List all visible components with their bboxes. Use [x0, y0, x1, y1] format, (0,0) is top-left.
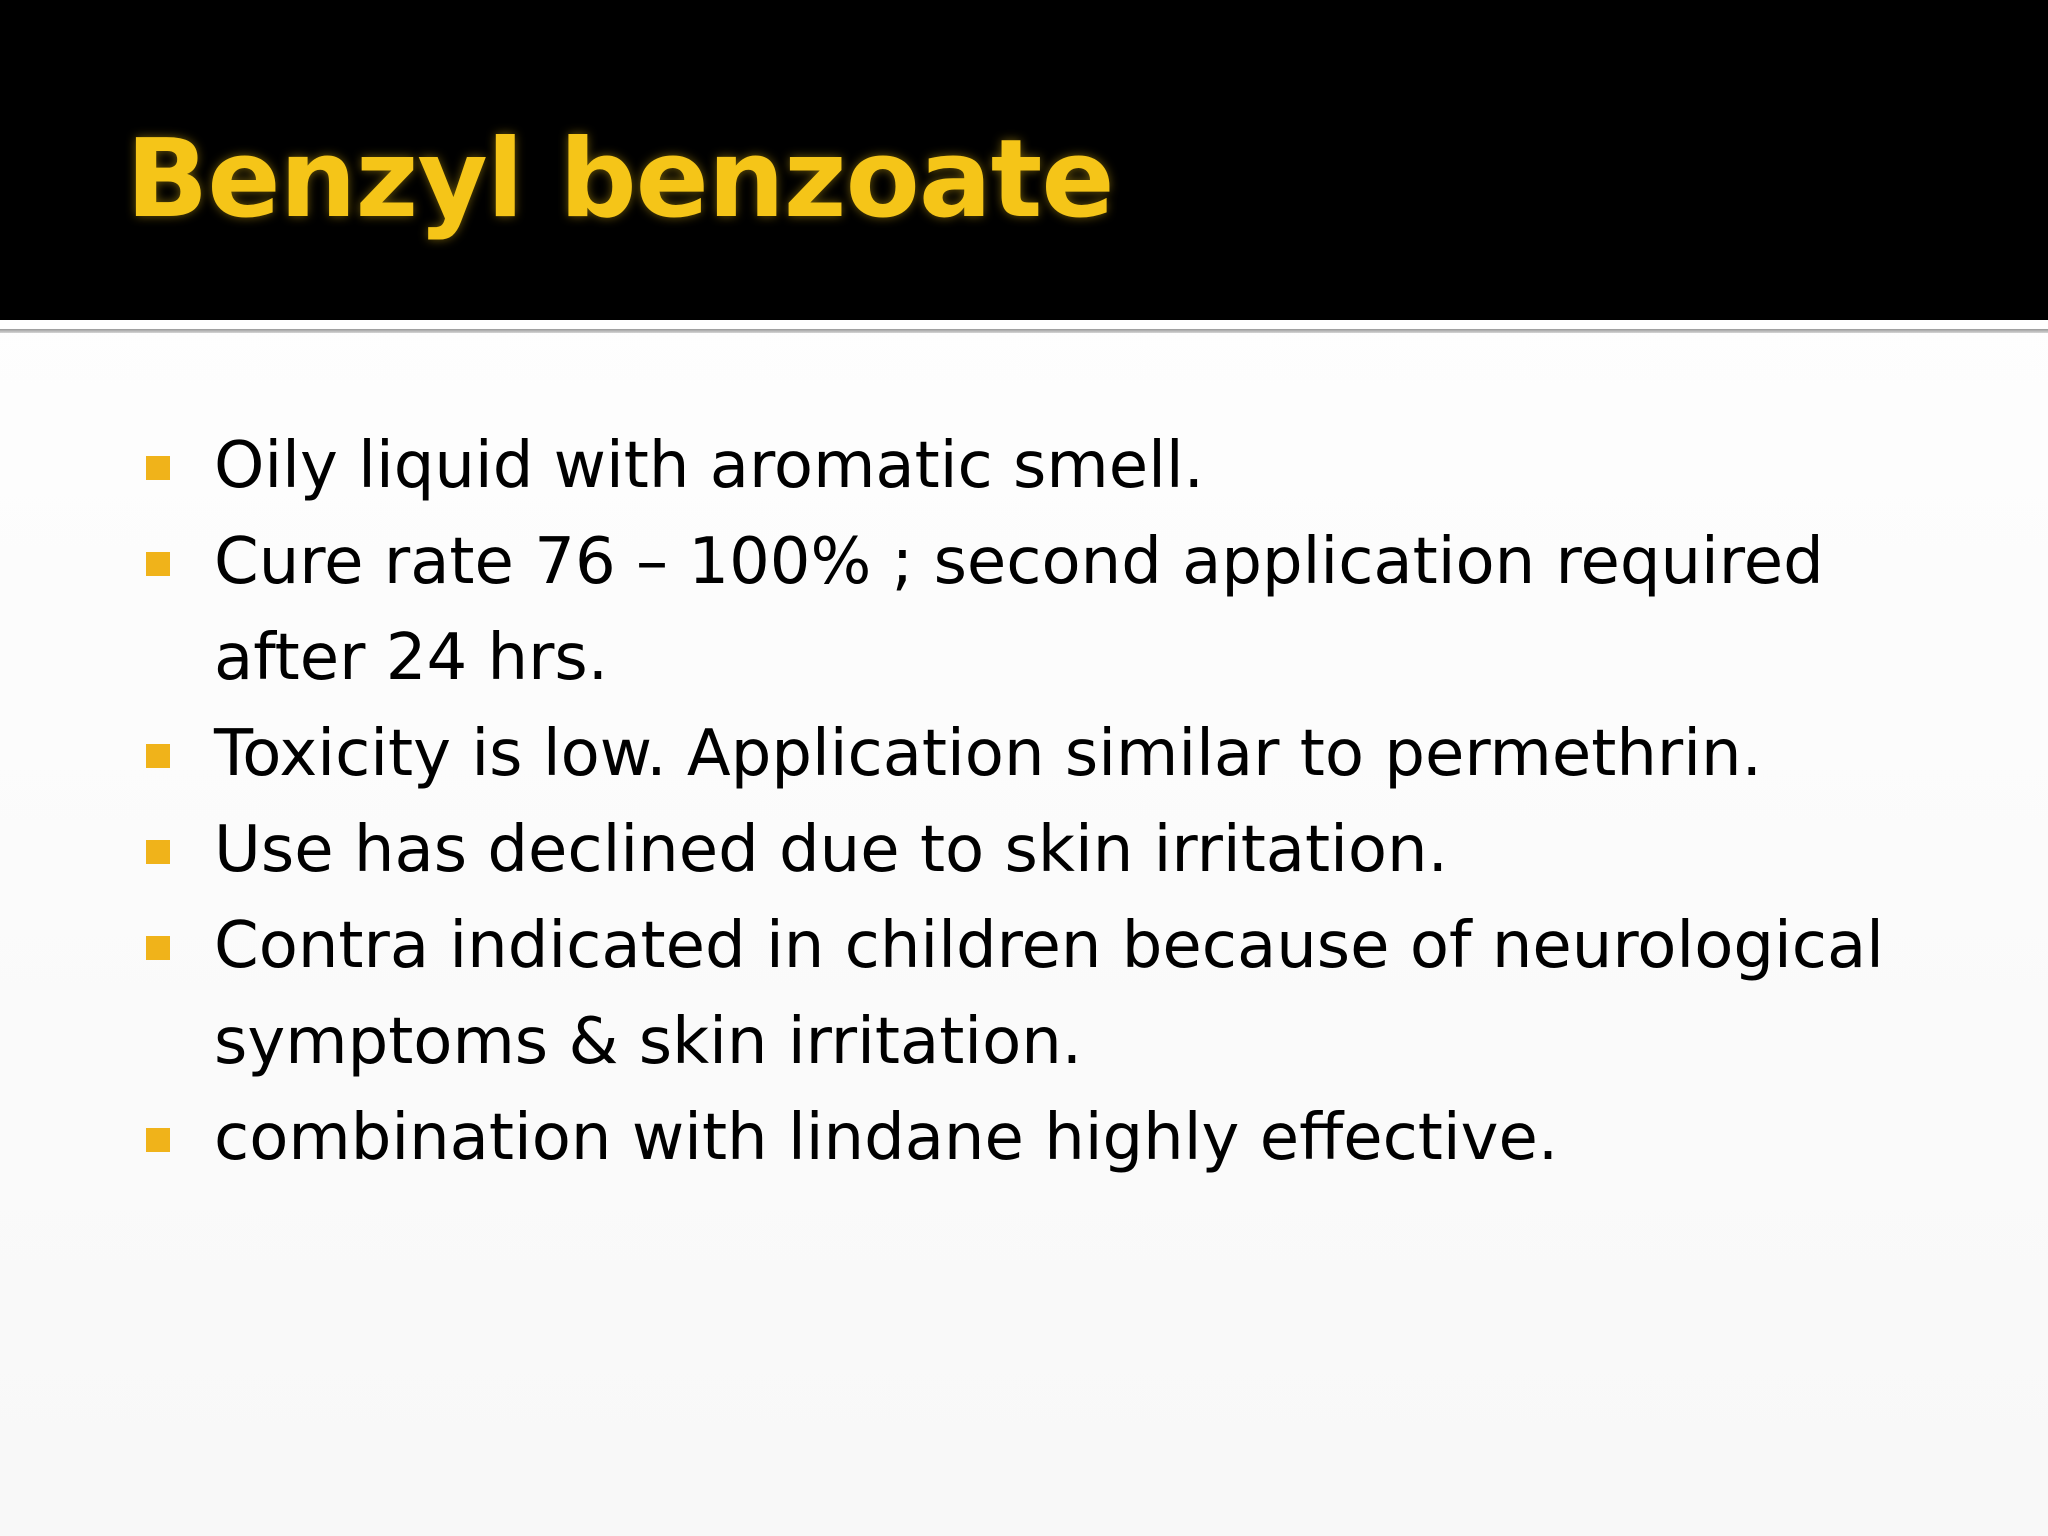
square-bullet-icon [146, 456, 170, 480]
square-bullet-icon [146, 840, 170, 864]
square-bullet-icon [146, 1128, 170, 1152]
bullet-text: Cure rate 76 – 100% ; second application required [214, 525, 1824, 599]
bullet-text-continuation: symptoms & skin irritation. [214, 1005, 1083, 1079]
bullet-item [146, 802, 2006, 898]
bullet-item [146, 418, 2006, 514]
bullet-text: Use has declined due to skin irritation. [214, 813, 1448, 887]
title-divider [0, 329, 2048, 333]
bullet-text: Oily liquid with aromatic smell. [214, 429, 1204, 503]
square-bullet-icon [146, 552, 170, 576]
bullet-item [146, 1090, 2006, 1186]
title-bar [0, 0, 2048, 320]
bullet-list [146, 418, 2006, 1186]
square-bullet-icon [146, 936, 170, 960]
bullet-text-continuation: after 24 hrs. [214, 621, 609, 695]
bullet-item [146, 514, 2006, 706]
title-divider-highlight [0, 320, 2048, 328]
bullet-text: combination with lindane highly effective. [214, 1101, 1559, 1175]
bullet-text: Contra indicated in children because of neurological [214, 909, 1884, 983]
square-bullet-icon [146, 744, 170, 768]
bullet-item [146, 898, 2006, 1090]
bullet-text: Toxicity is low. Application similar to permethrin. [214, 717, 1762, 791]
slide-title: Benzyl benzoate [126, 117, 1114, 242]
bullet-item [146, 706, 2006, 802]
